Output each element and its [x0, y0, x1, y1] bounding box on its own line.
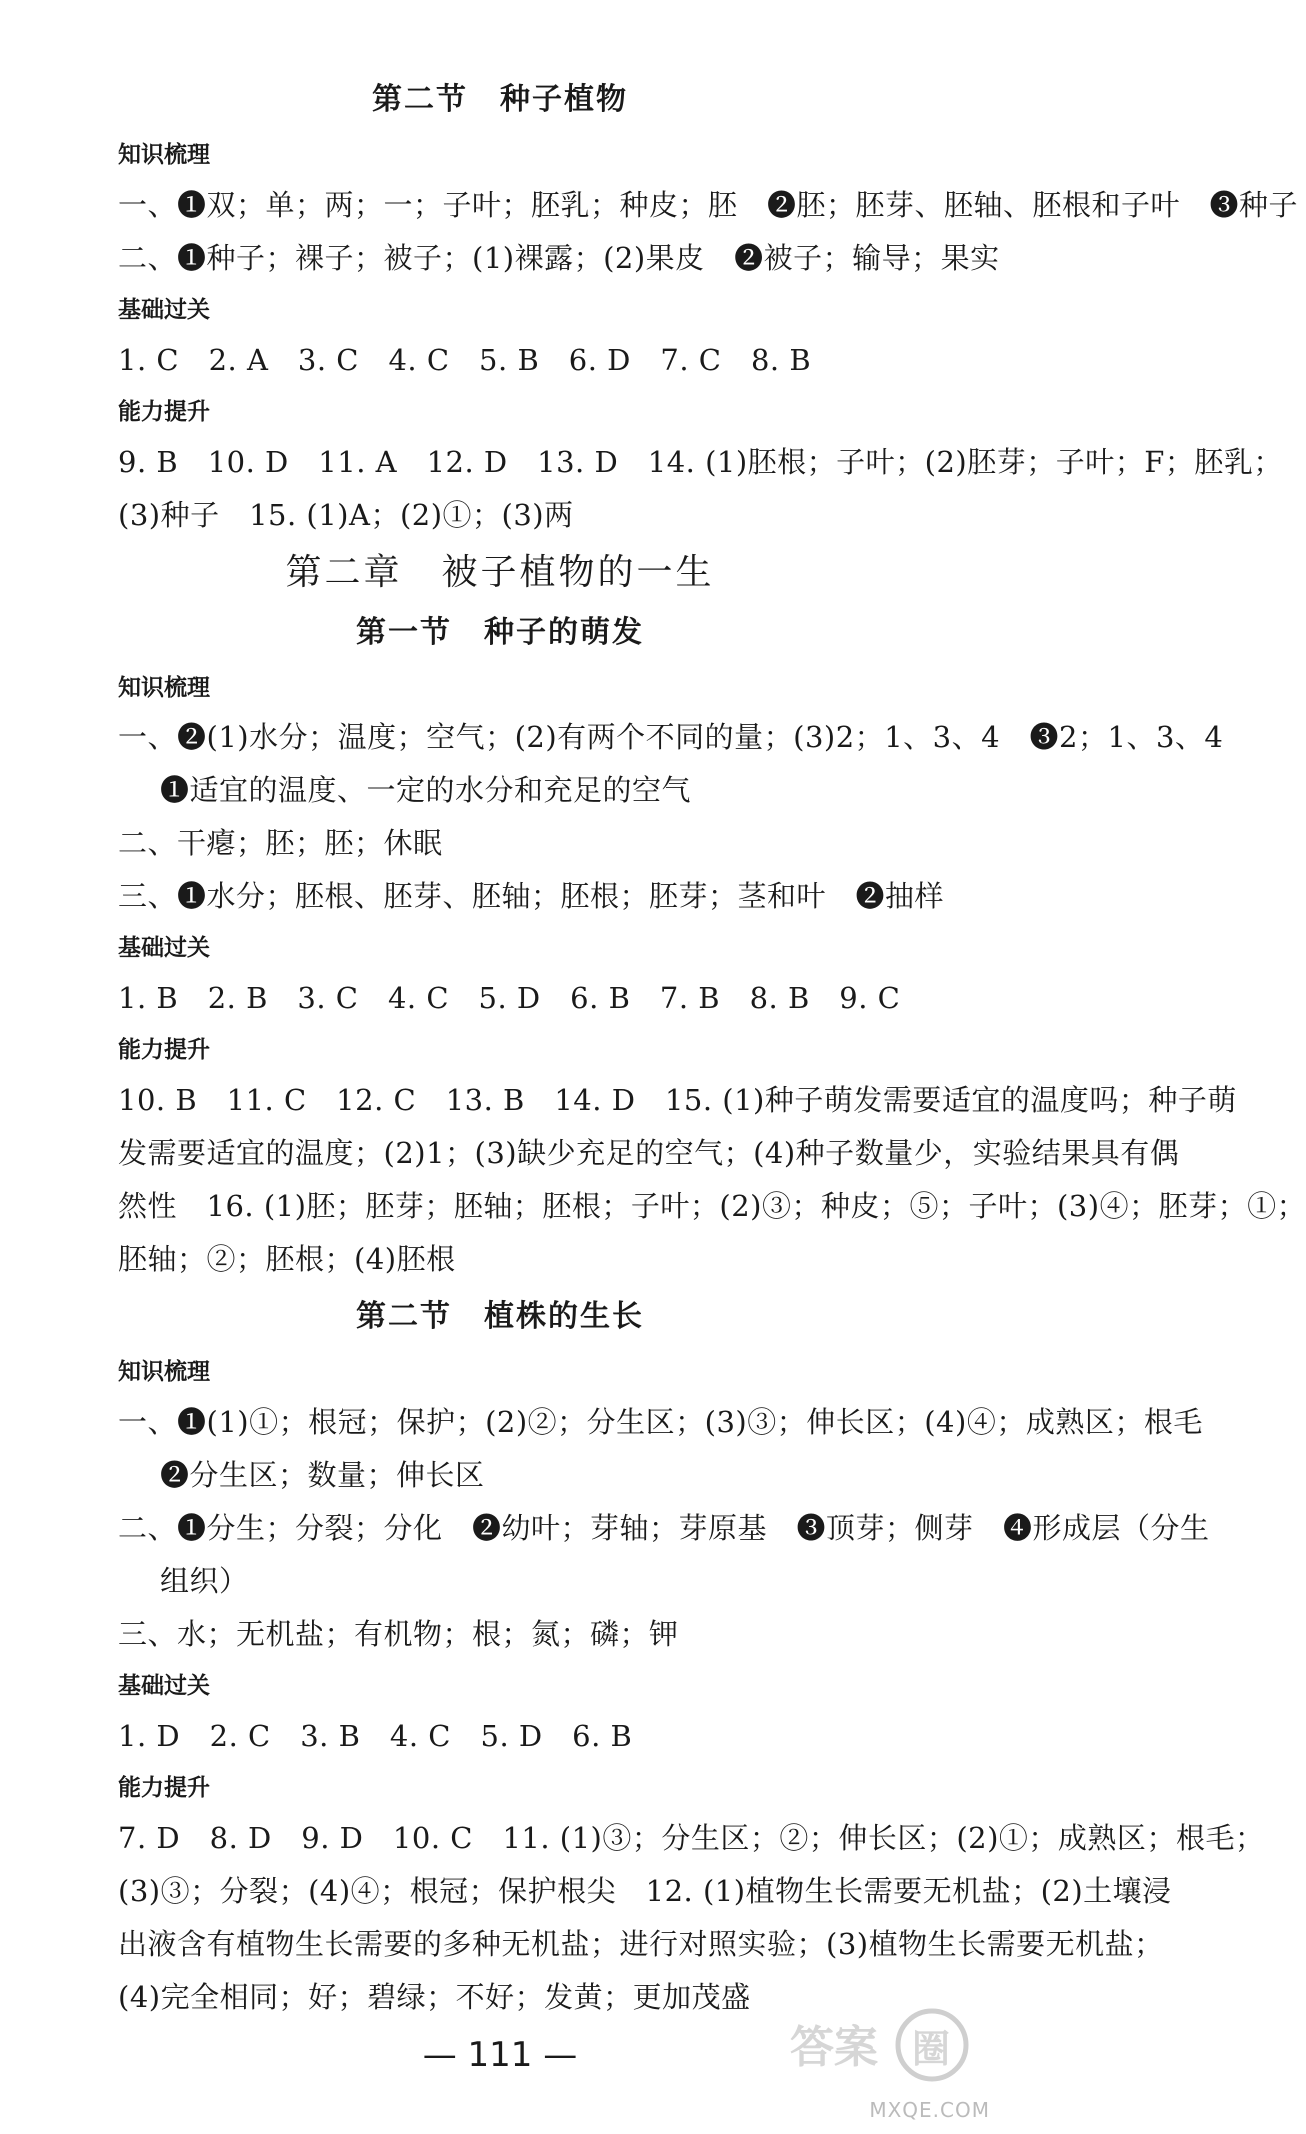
answer-line: (4)完全相同；好；碧绿；不好；发黄；更加茂盛 — [118, 1980, 751, 2014]
svg-text:答案: 答案 — [790, 2022, 878, 2073]
answer-line: 发需要适宜的温度；(2)1；(3)缺少充足的空气；(4)种子数量少，实验结果具有偶 — [118, 1136, 1180, 1170]
answer-line: 10. B 11. C 12. C 13. B 14. D 15. (1)种子萌发需要适宜的温度吗；种子萌 — [118, 1083, 1237, 1117]
answer-line: 1. C 2. A 3. C 4. C 5. B 6. D 7. C 8. B — [118, 343, 812, 377]
subheading-knowledge: 知识梳理 — [118, 142, 210, 168]
answer-line: 9. B 10. D 11. A 12. D 13. D 14. (1)胚根；子叶；(2)胚芽；子叶；F；胚乳； — [118, 445, 1283, 479]
answer-line: ❷分生区；数量；伸长区 — [160, 1458, 485, 1492]
page-number: — 111 — — [422, 2035, 578, 2075]
section-title-seed-plants: 第二节 种子植物 — [372, 82, 628, 117]
subheading-advanced: 能力提升 — [118, 399, 210, 425]
watermark-site: MXQE.COM — [869, 2098, 990, 2122]
answer-line: 二、❶分生；分裂；分化 ❷幼叶；芽轴；芽原基 ❸顶芽；侧芽 ❹形成层（分生 — [118, 1511, 1210, 1545]
answer-line: 1. B 2. B 3. C 4. C 5. D 6. B 7. B 8. B 9. C — [118, 981, 901, 1015]
answer-line: (3)种子 15. (1)A；(2)①；(3)两 — [118, 498, 574, 532]
answer-line: ❶适宜的温度、一定的水分和充足的空气 — [160, 773, 692, 807]
answer-line: 二、干瘪；胚；胚；休眠 — [118, 826, 443, 860]
subheading-knowledge: 知识梳理 — [118, 675, 210, 701]
subheading-advanced: 能力提升 — [118, 1775, 210, 1801]
subheading-advanced: 能力提升 — [118, 1037, 210, 1063]
answer-line: 一、❶(1)①；根冠；保护；(2)②；分生区；(3)③；伸长区；(4)④；成熟区；根毛 — [118, 1405, 1203, 1439]
subheading-basic: 基础过关 — [118, 297, 210, 323]
section-title-plant-growth: 第二节 植株的生长 — [356, 1299, 644, 1334]
answer-line: 出液含有植物生长需要的多种无机盐；进行对照实验；(3)植物生长需要无机盐； — [118, 1927, 1164, 1961]
answer-line: 二、❶种子；裸子；被子；(1)裸露；(2)果皮 ❷被子；输导；果实 — [118, 241, 1000, 275]
answer-line: 胚轴；②；胚根；(4)胚根 — [118, 1242, 456, 1276]
subheading-basic: 基础过关 — [118, 1673, 210, 1699]
answer-line: 然性 16. (1)胚；胚芽；胚轴；胚根；子叶；(2)③；种皮；⑤；子叶；(3)④；胚芽；①； — [118, 1189, 1306, 1223]
answer-line: (3)③；分裂；(4)④；根冠；保护根尖 12. (1)植物生长需要无机盐；(2)土壤浸 — [118, 1874, 1172, 1908]
section-title-germination: 第一节 种子的萌发 — [356, 615, 644, 650]
answer-line: 三、❶水分；胚根、胚芽、胚轴；胚根；胚芽；茎和叶 ❷抽样 — [118, 879, 945, 913]
answer-line: 一、❷(1)水分；温度；空气；(2)有两个不同的量；(3)2；1、3、4 ❸2；1、3、4 — [118, 720, 1224, 754]
subheading-basic: 基础过关 — [118, 935, 210, 961]
answer-line: 1. D 2. C 3. B 4. C 5. D 6. B — [118, 1719, 633, 1753]
svg-text:圈: 圈 — [912, 2027, 951, 2071]
answer-line: 三、水；无机盐；有机物；根；氮；磷；钾 — [118, 1617, 679, 1651]
answer-line: 组织） — [160, 1564, 249, 1598]
answer-line: 7. D 8. D 9. D 10. C 11. (1)③；分生区；②；伸长区；(2)①；成熟区；根毛； — [118, 1821, 1265, 1855]
subheading-knowledge: 知识梳理 — [118, 1359, 210, 1385]
answer-line: 一、❶双；单；两；一；子叶；胚乳；种皮；胚 ❷胚；胚芽、胚轴、胚根和子叶 ❸种子 — [118, 188, 1299, 222]
chapter-title: 第二章 被子植物的一生 — [285, 552, 715, 593]
